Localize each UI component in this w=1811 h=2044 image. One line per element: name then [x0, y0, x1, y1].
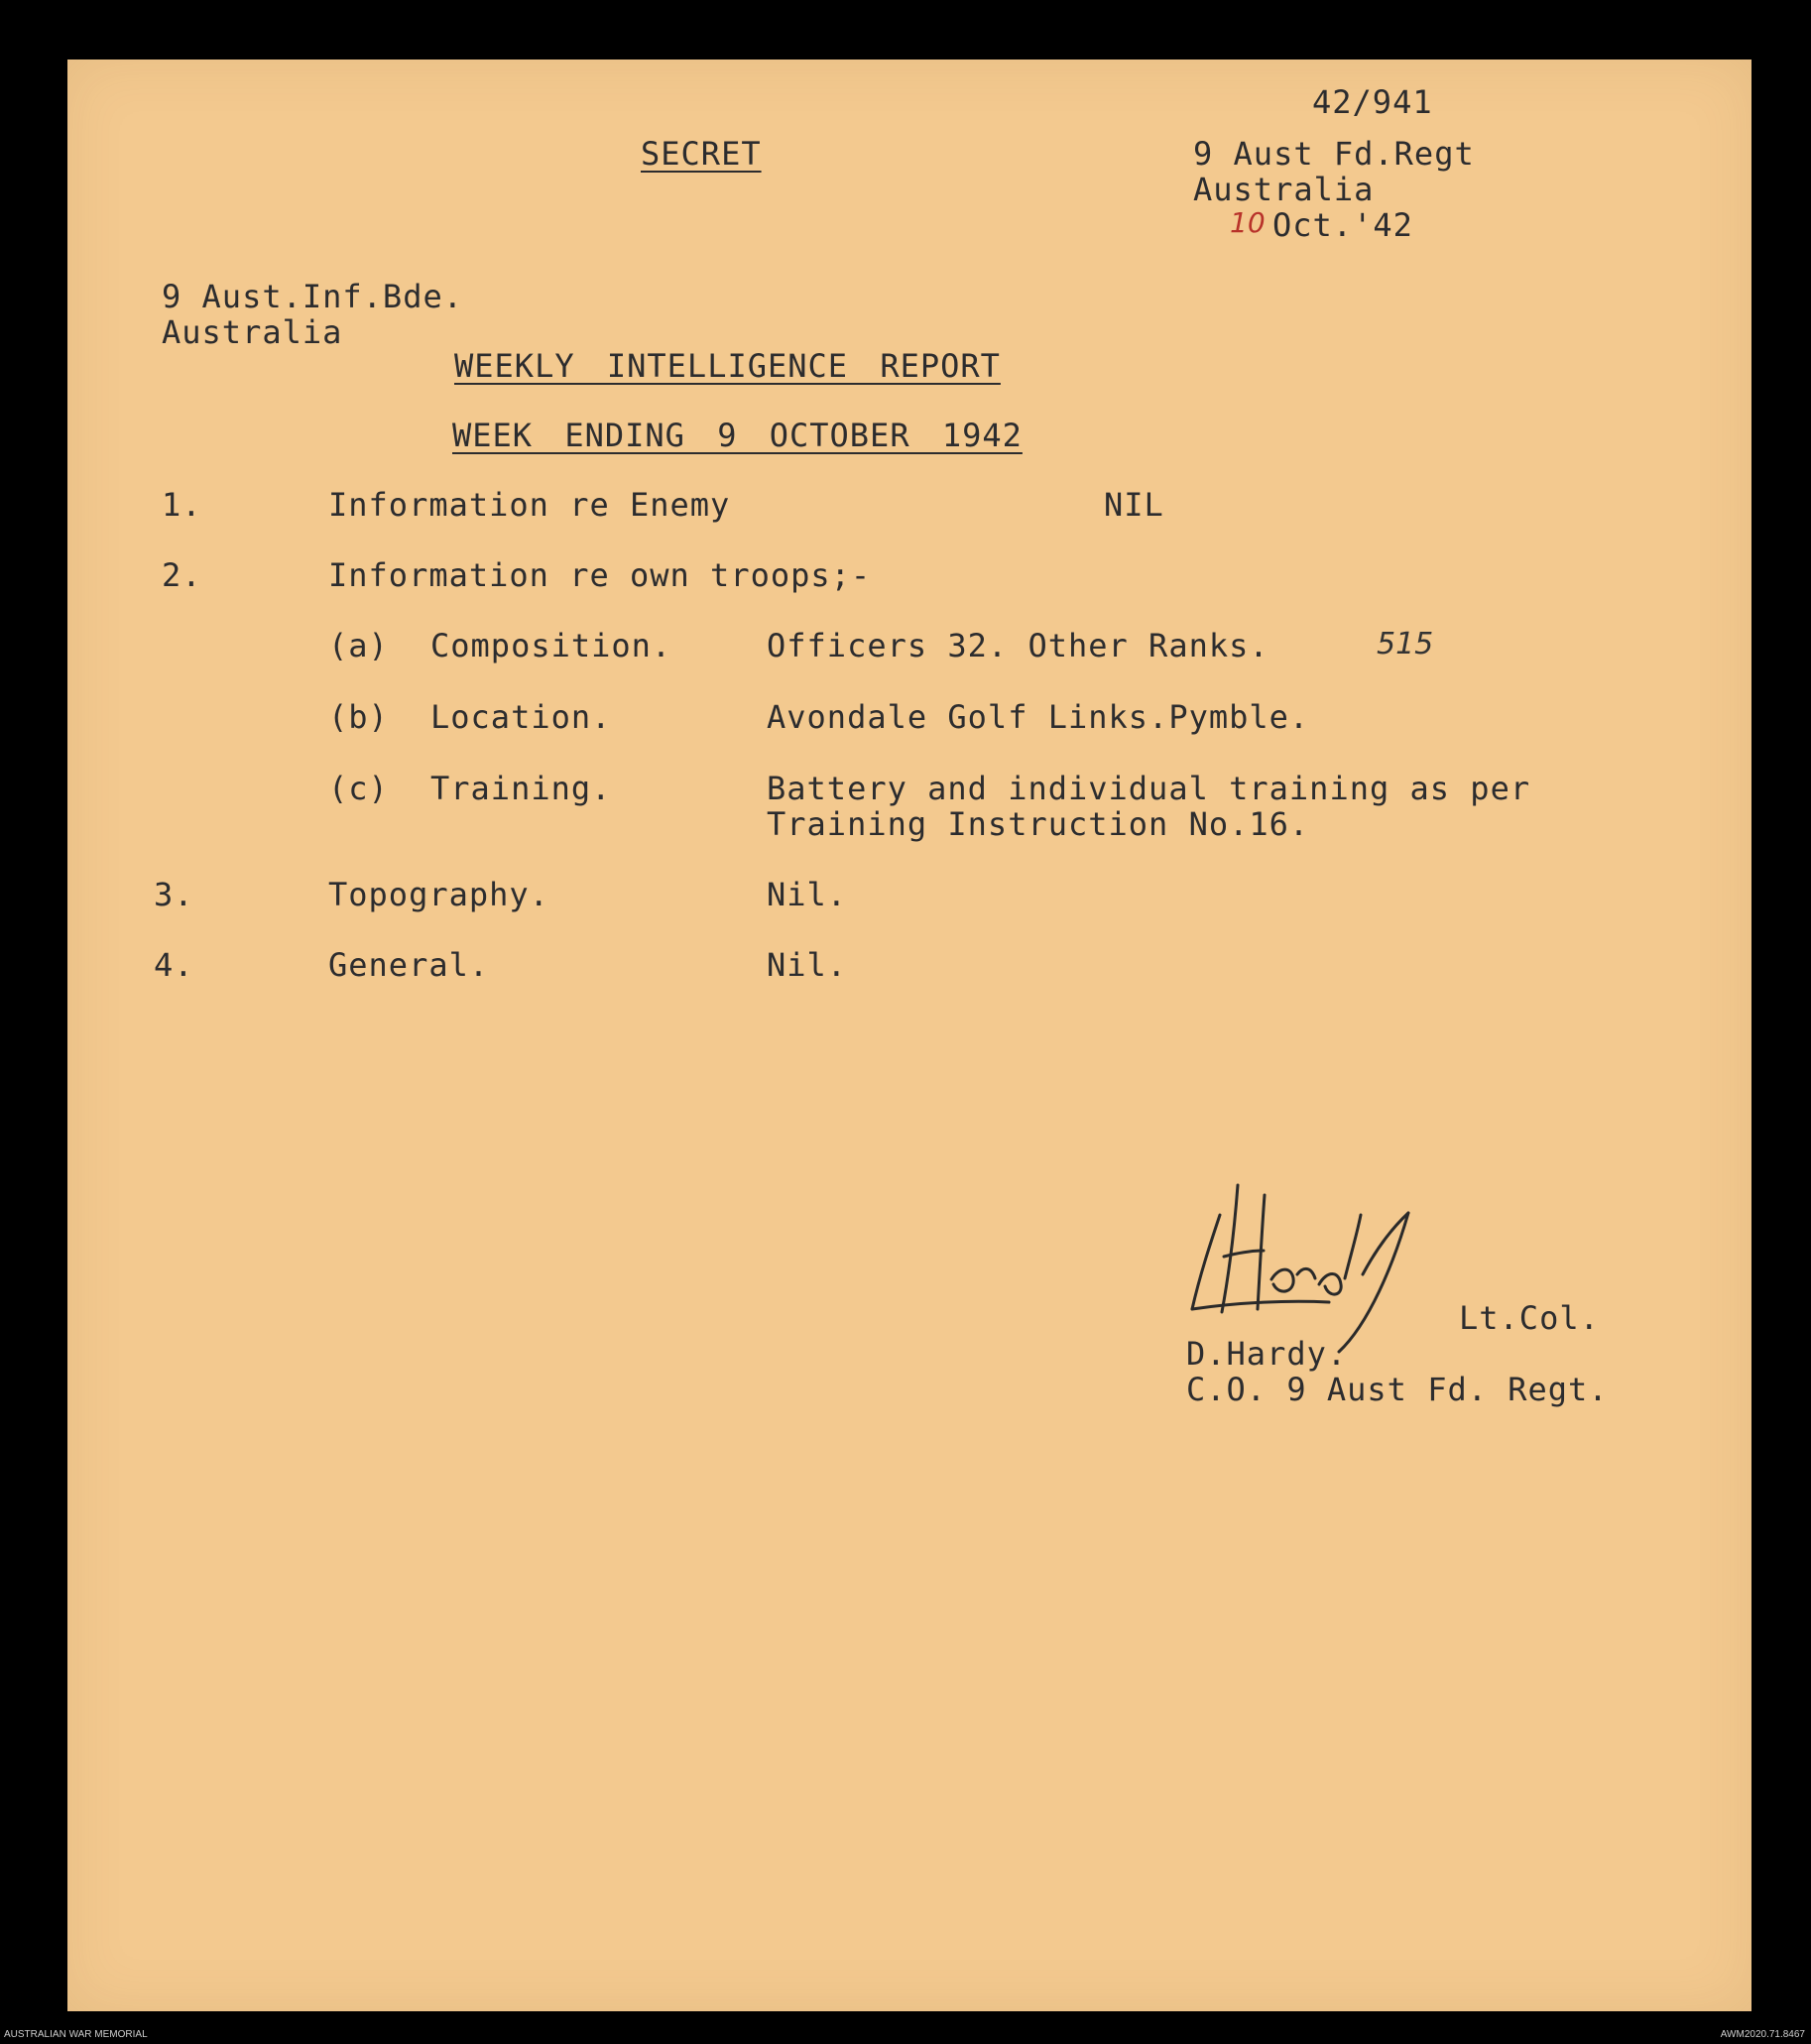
subitem-label: Location. — [430, 698, 612, 736]
item-value: Nil. — [767, 876, 848, 913]
signatory-appointment: C.O. 9 Aust Fd. Regt. — [1186, 1371, 1609, 1408]
subitem-value: Battery and individual training as per — [767, 770, 1531, 807]
handwritten-signature — [1180, 1175, 1468, 1354]
archive-reference: AWM2020.71.8467 — [1720, 2029, 1805, 2040]
item-label: Information re own troops;- — [328, 556, 872, 594]
item-value: NIL — [1104, 486, 1164, 524]
report-period: WEEK ENDING 9 OCTOBER 1942 — [452, 417, 1023, 454]
file-reference: 42/941 — [1312, 83, 1433, 121]
item-value: Nil. — [767, 946, 848, 984]
item-label: Information re Enemy — [328, 486, 731, 524]
item-label: Topography. — [328, 876, 549, 913]
item-number: 2. — [162, 556, 202, 594]
subitem-value: Officers 32. Other Ranks. — [767, 627, 1269, 664]
report-title: WEEKLY INTELLIGENCE REPORT — [454, 347, 1001, 385]
archive-footer-left: AUSTRALIAN WAR MEMORIAL — [4, 2029, 148, 2040]
subitem-value-continued: Training Instruction No.16. — [767, 805, 1310, 843]
item-label: General. — [328, 946, 490, 984]
addressee-unit: 9 Aust.Inf.Bde. — [162, 278, 463, 315]
sender-unit: 9 Aust Fd.Regt — [1193, 135, 1475, 173]
sender-location: Australia — [1193, 171, 1375, 208]
addressee-location: Australia — [162, 313, 343, 351]
item-number: 3. — [154, 876, 194, 913]
subitem-label: Composition. — [430, 627, 672, 664]
item-number: 1. — [162, 486, 202, 524]
item-number: 4. — [154, 946, 194, 984]
date-day-handwritten: 10 — [1230, 206, 1266, 239]
signatory-rank: Lt.Col. — [1459, 1299, 1600, 1337]
subitem-label: Training. — [430, 770, 612, 807]
classification-marking: SECRET — [641, 135, 762, 173]
subitem-letter: (a) — [328, 627, 389, 664]
subitem-value: Avondale Golf Links.Pymble. — [767, 698, 1310, 736]
signatory-name: D.Hardy. — [1186, 1335, 1348, 1373]
subitem-letter: (b) — [328, 698, 389, 736]
subitem-letter: (c) — [328, 770, 389, 807]
date-month-year: Oct.'42 — [1272, 206, 1413, 244]
subitem-value-handwritten: 515 — [1377, 627, 1434, 661]
